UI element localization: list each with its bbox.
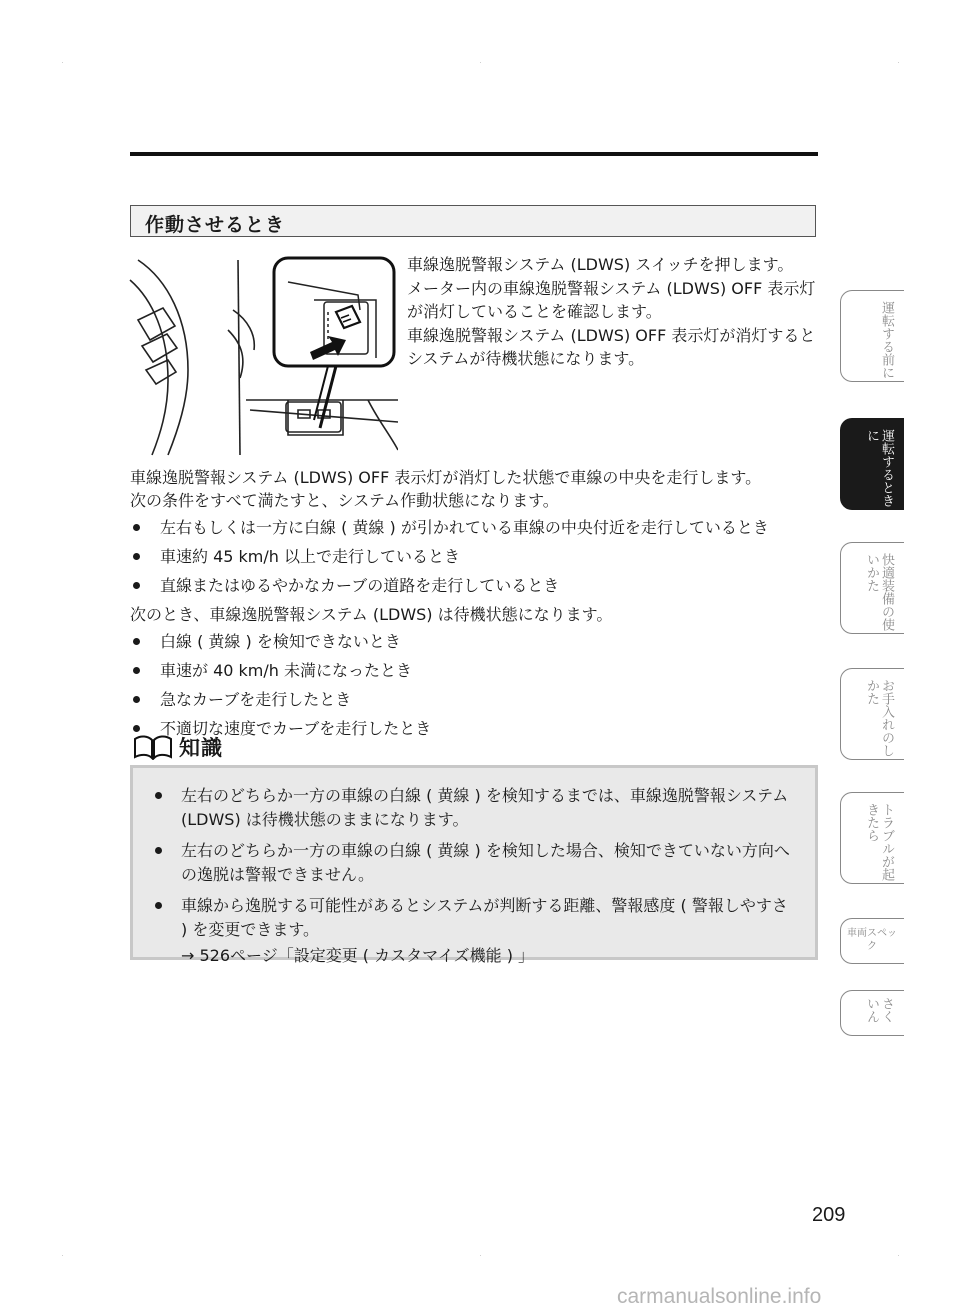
- tab-maintenance[interactable]: [840, 668, 904, 760]
- header-rule: [130, 152, 818, 156]
- description-line: 車線逸脱警報システム (LDWS) OFF 表示灯が消灯するとシステムが待機状態になります。: [407, 325, 816, 368]
- description-line: メーター内の車線逸脱警報システム (LDWS) OFF 表示灯が消灯していることを確認します。: [407, 278, 816, 321]
- description-line: 車線逸脱警報システム (LDWS) スイッチを押します。: [407, 255, 794, 274]
- section-title: 作動させるとき: [145, 214, 286, 236]
- list-item: 不適切な速度でカーブを走行したとき: [130, 717, 820, 740]
- tab-before-driving[interactable]: [840, 290, 904, 382]
- page-number: 209: [812, 1204, 846, 1226]
- knowledge-box: [130, 765, 818, 965]
- tab-label: トラブルが起きたら: [864, 803, 894, 881]
- tab-label: 運転する前に: [879, 301, 894, 379]
- tab-label: 快適装備の使いかた: [864, 553, 894, 631]
- knowledge-text: 車線から逸脱する可能性があるとシステムが判断する距離、警報感度 ( 警報しやすさ ) を変更できます。: [181, 896, 788, 939]
- open-book-icon: [133, 734, 173, 760]
- list-item: 急なカーブを走行したとき: [130, 688, 820, 711]
- body-paragraph: 次の条件をすべて満たすと、システム作動状態になります。: [130, 491, 559, 510]
- tab-vehicle-specs[interactable]: [840, 918, 904, 964]
- tab-label: 車両スペック: [847, 928, 897, 952]
- tab-label: さくいん: [864, 997, 894, 1023]
- list-item: 左右もしくは一方に白線 ( 黄線 ) が引かれている車線の中央付近を走行しているとき: [130, 516, 820, 539]
- list-item: 左右のどちらか一方の車線の白線 ( 黄線 ) を検知した場合、検知できていない方向への逸脱は警報できません。: [151, 839, 795, 886]
- page-reference-link[interactable]: → 526ページ「設定変更 ( カスタマイズ機能 ) 」: [181, 946, 535, 965]
- list-item: 直線またはゆるやかなカーブの道路を走行しているとき: [130, 574, 820, 597]
- body-paragraph: 車線逸脱警報システム (LDWS) OFF 表示灯が消灯した状態で車線の中央を走行します。: [130, 468, 762, 487]
- tab-while-driving[interactable]: [840, 418, 904, 510]
- knowledge-header: [133, 731, 223, 763]
- ldws-switch-illustration: [128, 250, 398, 460]
- operation-description: [407, 253, 819, 371]
- standby-conditions-list: [130, 630, 820, 740]
- tab-label: お手入れのしかた: [864, 679, 894, 757]
- conditions-body: [130, 466, 820, 746]
- tab-troubleshooting[interactable]: [840, 792, 904, 884]
- tab-comfort-features[interactable]: [840, 542, 904, 634]
- list-item: 左右のどちらか一方の車線の白線 ( 黄線 ) を検知するまでは、車線逸脱警報システム (LDWS) は待機状態のままになります。: [151, 784, 795, 831]
- list-item: 白線 ( 黄線 ) を検知できないとき: [130, 630, 820, 653]
- activation-conditions-list: [130, 516, 820, 597]
- list-item: 車速約 45 km/h 以上で走行しているとき: [130, 545, 820, 568]
- list-item: [151, 894, 795, 968]
- tab-label: 運転するときに: [864, 429, 894, 507]
- watermark: carmanualsonline.info: [617, 1285, 822, 1308]
- list-item: 車速が 40 km/h 未満になったとき: [130, 659, 820, 682]
- body-paragraph: 次のとき、車線逸脱警報システム (LDWS) は待機状態になります。: [130, 605, 613, 624]
- knowledge-title: 知識: [179, 736, 223, 760]
- tab-index[interactable]: [840, 990, 904, 1036]
- section-header: [130, 205, 816, 237]
- chapter-tabs: [840, 290, 904, 1050]
